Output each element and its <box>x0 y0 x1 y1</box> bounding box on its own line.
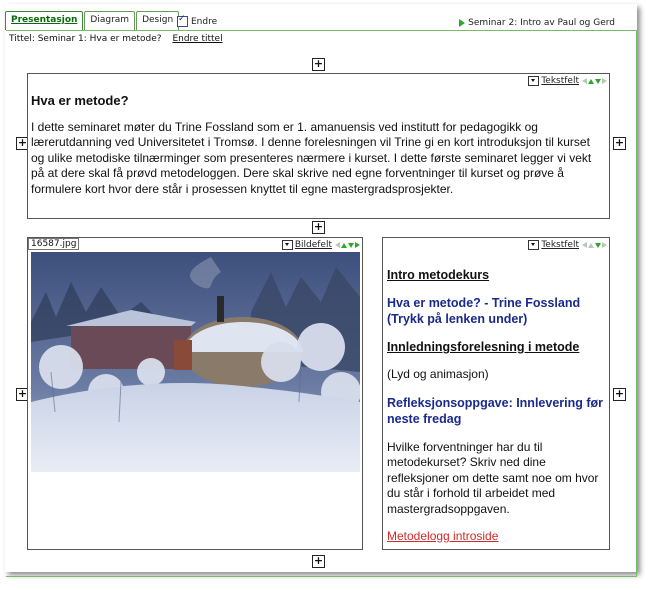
add-field-top-icon[interactable]: + <box>313 57 324 70</box>
text-field-intro[interactable] <box>27 73 610 219</box>
text-body: I dette seminaret møter du Trine Fossland som er 1. amanuensis ved institutt for pedagogikk og lærerutdanning ved Universitetet i Tromsø. I denne forelesningen vil Trine gi en kort introduksjon til kurset og ulike metodiske tilnærminger som presenteres nærmere i kurset. I dette første seminaret legger vi vekt på at dere skal få prøvd metodeloggen. Dere skal skrive ned egne forventninger til kurset og prøve å formulere kort hvor dere står i prosessen knyttet til egne mastergradsprosjekter. <box>31 120 592 196</box>
edit-title-link[interactable]: Endre tittel <box>172 34 223 44</box>
dropdown-icon[interactable] <box>528 240 539 250</box>
image-filename: 16587.jpg <box>28 238 79 250</box>
tab-bar <box>5 11 180 30</box>
field-controls <box>528 76 607 86</box>
endre-checkbox[interactable] <box>177 16 188 27</box>
text-field-content <box>387 268 605 543</box>
slide-title-line <box>9 34 223 44</box>
move-up-icon[interactable] <box>341 243 347 248</box>
link-metodelogg[interactable]: Metodelogg introside <box>387 529 499 543</box>
text-heading: Hva er metode? <box>31 93 129 108</box>
add-field-left-bottom-icon[interactable]: + <box>17 387 28 400</box>
field-controls <box>282 240 360 250</box>
text-field-right[interactable] <box>382 237 610 550</box>
next-seminar-label: Seminar 2: Intro av Paul og Gerd <box>468 18 615 28</box>
media-note: (Lyd og animasjon) <box>387 367 489 381</box>
tab-presentasjon[interactable]: Presentasjon <box>5 11 83 30</box>
text-field-content <box>31 91 603 197</box>
endre-label: Endre <box>191 16 218 27</box>
field-type-label[interactable]: Tekstfelt <box>541 76 579 86</box>
next-seminar-link[interactable] <box>459 18 615 28</box>
move-left-icon[interactable] <box>582 242 587 248</box>
tab-diagram[interactable]: Diagram <box>84 11 135 30</box>
add-field-right-top-icon[interactable]: + <box>614 136 625 149</box>
add-field-middle-icon[interactable]: + <box>313 220 324 233</box>
field-controls <box>528 240 607 250</box>
arrow-right-icon <box>459 19 465 27</box>
link-hva-er-metode[interactable]: Hva er metode? - Trine Fossland (Trykk på lenken under) <box>387 296 581 326</box>
endre-toggle[interactable] <box>177 16 217 27</box>
photo-image <box>31 252 360 472</box>
move-right-icon[interactable] <box>355 242 360 248</box>
move-down-icon[interactable] <box>348 243 354 248</box>
add-field-bottom-icon[interactable]: + <box>313 554 324 567</box>
move-down-icon[interactable] <box>595 79 601 84</box>
move-right-icon[interactable] <box>602 242 607 248</box>
heading-forelesning: Innledningsforelesning i metode <box>387 340 580 354</box>
question-text: Hvilke forventninger har du til metodekurset? Skriv ned dine refleksjoner om dette samt noe om hvor du står i forhold til arbeidet med mastergradsoppgaven. <box>387 439 599 516</box>
move-left-icon[interactable] <box>335 242 340 248</box>
presentation-editor <box>5 4 637 572</box>
move-down-icon[interactable] <box>595 243 601 248</box>
dropdown-icon[interactable] <box>282 240 293 250</box>
add-field-right-bottom-icon[interactable]: + <box>614 387 625 400</box>
tab-design[interactable]: Design <box>136 11 179 30</box>
field-type-label[interactable]: Bildefelt <box>294 240 332 250</box>
snowy-hut-photo <box>31 252 360 472</box>
slide-canvas <box>6 30 637 577</box>
move-up-icon[interactable] <box>588 79 594 84</box>
add-field-left-top-icon[interactable]: + <box>17 136 28 149</box>
move-up-icon[interactable] <box>588 243 594 248</box>
slide-title: Tittel: Seminar 1: Hva er metode? <box>9 34 162 44</box>
heading-intro: Intro metodekurs <box>387 268 490 282</box>
move-right-icon[interactable] <box>602 78 607 84</box>
move-left-icon[interactable] <box>582 78 587 84</box>
dropdown-icon[interactable] <box>528 76 539 86</box>
image-field[interactable] <box>27 237 363 550</box>
field-type-label[interactable]: Tekstfelt <box>541 240 579 250</box>
link-refleksjonsoppgave[interactable]: Refleksjonsoppgave: Innlevering før neste fredag <box>387 395 604 426</box>
